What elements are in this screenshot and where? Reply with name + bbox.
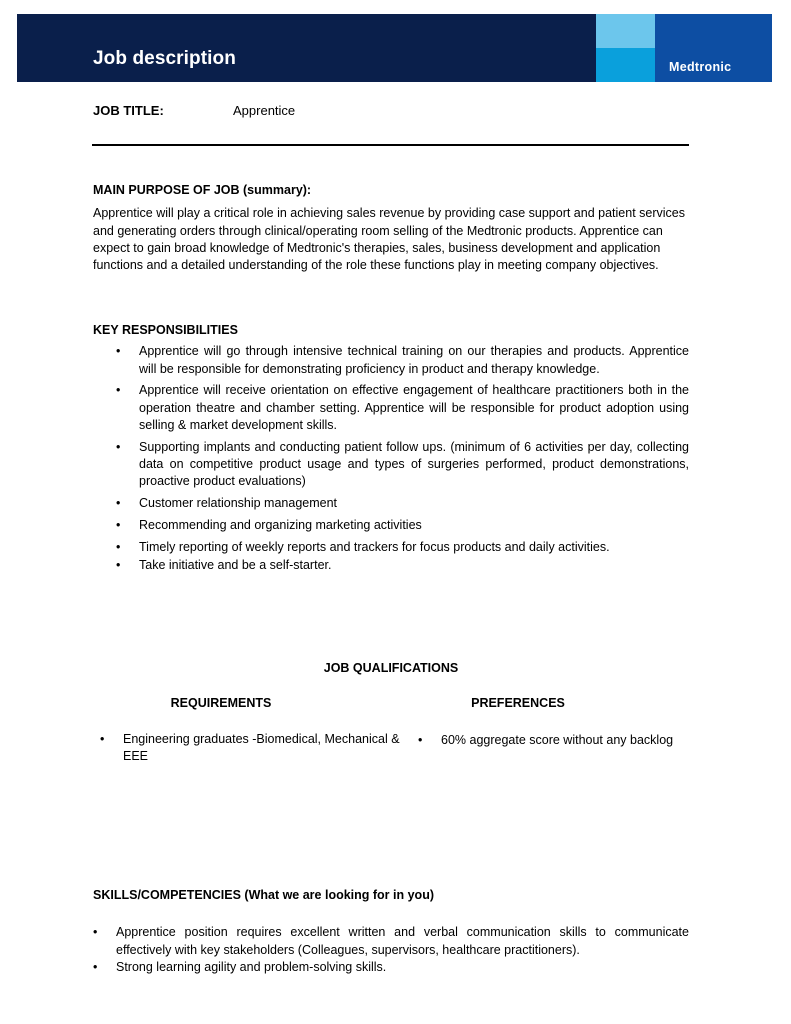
job-title-value: Apprentice	[233, 103, 296, 118]
list-item-text: Timely reporting of weekly reports and trackers for focus products and daily activities.	[139, 539, 610, 554]
list-item	[93, 539, 689, 556]
list-item-text: Customer relationship management	[139, 496, 338, 511]
bullet-icon: •	[116, 539, 121, 554]
job-title-label: JOB TITLE:	[93, 103, 164, 118]
bullet-icon: •	[116, 383, 121, 398]
bullet-icon: •	[93, 925, 98, 940]
list-item-text: Apprentice will go through intensive technical training on our therapies and products. Apprentice will be responsible for demonstrating proficiency in product and therapy knowledge.	[139, 344, 689, 376]
list-item	[93, 517, 689, 534]
medtronic-logo	[596, 14, 772, 82]
logo-block-light	[596, 14, 655, 48]
list-item-text: Apprentice will receive orientation on effective engagement of healthcare practitioners both in the operation theatre and chamber setting. Apprentice will be responsible for product adoption using selling & market development skills.	[139, 383, 689, 432]
preference-text: 60% aggregate score without any backlog	[441, 733, 674, 747]
logo-block-mid	[596, 48, 655, 82]
list-item	[93, 343, 689, 378]
logo-text: Medtronic	[669, 60, 732, 74]
requirements-heading: REQUIREMENTS	[170, 696, 272, 710]
main-purpose-heading: MAIN PURPOSE OF JOB (summary):	[93, 183, 312, 197]
divider-rule	[92, 144, 689, 146]
list-item	[93, 382, 689, 434]
list-item	[93, 495, 689, 512]
requirement-item	[100, 731, 408, 765]
list-item-text: Strong learning agility and problem-solving skills.	[116, 959, 387, 974]
list-item	[93, 924, 689, 959]
bullet-icon: •	[418, 733, 423, 747]
preference-item	[418, 732, 691, 749]
list-item-text: Apprentice position requires excellent written and verbal communication skills to communicate effectively with key stakeholders (Colleagues, supervisors, healthcare practitioners).	[116, 925, 689, 957]
document-title: Job description	[93, 48, 236, 69]
document-header	[17, 14, 772, 82]
list-item-text: Supporting implants and conducting patient follow ups. (minimum of 6 activities per day, collecting data on competitive product usage and types of surgeries performed, product demonstrations, proactive product evaluations)	[139, 439, 689, 489]
skills-heading: SKILLS/COMPETENCIES (What we are looking for in you)	[93, 888, 434, 902]
list-item	[93, 439, 689, 491]
bullet-icon: •	[116, 439, 121, 454]
key-responsibilities-section	[93, 322, 689, 579]
qualifications-heading: JOB QUALIFICATIONS	[323, 661, 459, 675]
list-item	[93, 959, 689, 976]
bullet-icon: •	[116, 517, 121, 532]
bullet-icon: •	[116, 558, 121, 573]
skills-list	[93, 924, 689, 976]
key-responsibilities-heading: KEY RESPONSIBILITIES	[93, 323, 238, 337]
bullet-icon: •	[116, 344, 121, 359]
skills-section	[93, 887, 689, 976]
preferences-heading: PREFERENCES	[471, 696, 565, 710]
main-purpose-text: Apprentice will play a critical role in achieving sales revenue by providing case support and patient services and generating orders through clinical/operating room selling of the Medtronic products. Apprentice can expect to gain broad knowledge of Medtronic's therapies, sales, business development and application functions and a detailed understanding of the role these functions play in meeting company objectives.	[93, 206, 685, 273]
key-responsibilities-list	[93, 343, 689, 574]
list-item-text: Recommending and organizing marketing activities	[139, 517, 422, 532]
main-purpose-section	[93, 182, 689, 274]
bullet-icon: •	[93, 959, 98, 974]
requirement-text: Engineering graduates -Biomedical, Mechanical & EEE	[123, 732, 400, 763]
bullet-icon: •	[116, 496, 121, 511]
list-item	[93, 557, 689, 574]
bullet-icon: •	[100, 732, 105, 746]
list-item-text: Take initiative and be a self-starter.	[139, 558, 332, 573]
